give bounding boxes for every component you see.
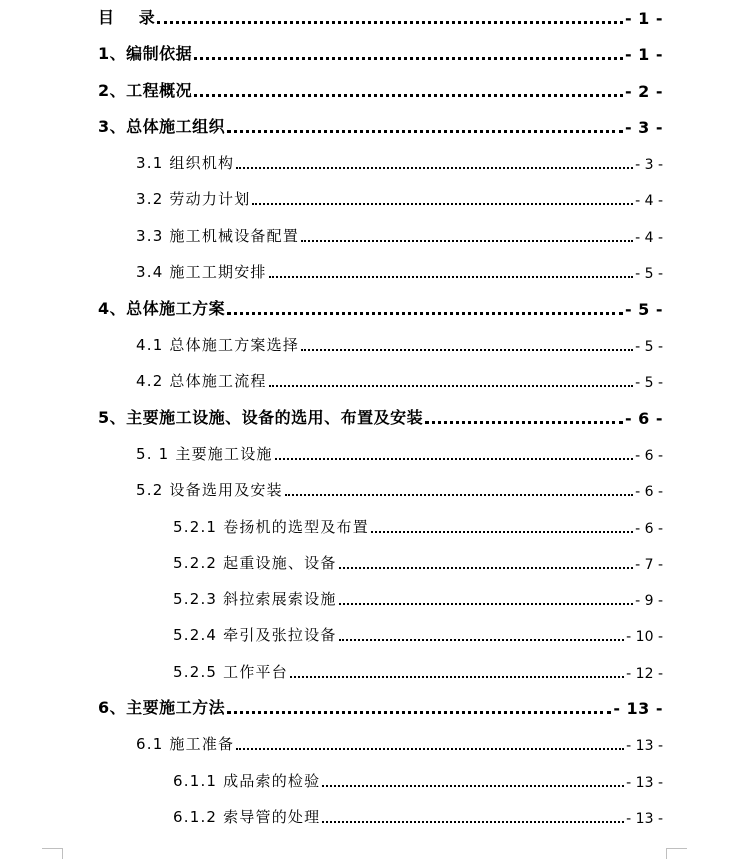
toc-entry[interactable] <box>173 585 663 609</box>
dot-leader <box>425 415 623 424</box>
toc-page-number: - 13 - <box>626 775 663 791</box>
dot-leader <box>322 779 624 787</box>
toc-title: 2、工程概况 <box>98 81 193 100</box>
toc-entry[interactable] <box>98 77 663 101</box>
toc-page-number: - 13 - <box>626 811 663 827</box>
toc-page-number: - 9 - <box>635 593 663 609</box>
dot-leader <box>236 161 633 169</box>
toc-entry[interactable] <box>136 258 663 282</box>
dot-leader <box>227 306 623 315</box>
toc-entry[interactable] <box>136 440 663 464</box>
toc-page-number: - 6 - <box>635 484 663 500</box>
toc-page-number: - 3 - <box>635 157 663 173</box>
toc-page-number: - 13 - <box>613 699 663 718</box>
toc-title: 4.2 总体施工流程 <box>136 372 267 390</box>
toc-entry[interactable] <box>98 694 663 718</box>
toc-title: 5.2.5 工作平台 <box>173 663 288 681</box>
toc-page-number: - 5 - <box>635 375 663 391</box>
dot-leader <box>285 488 633 496</box>
toc-page-number: - 7 - <box>635 557 663 573</box>
dot-leader <box>371 525 633 533</box>
toc-entry[interactable] <box>136 476 663 500</box>
toc-page-number: - 5 - <box>635 339 663 355</box>
toc-entry[interactable] <box>98 295 663 319</box>
toc-page-number: - 6 - <box>635 448 663 464</box>
toc-entry[interactable] <box>98 404 663 428</box>
dot-leader <box>227 124 623 133</box>
page-margin-corner-left <box>42 848 63 859</box>
toc-entry[interactable] <box>98 4 663 28</box>
toc-title: 6、主要施工方法 <box>98 698 226 717</box>
toc-entry[interactable] <box>136 222 663 246</box>
toc-entry[interactable] <box>173 549 663 573</box>
toc-title: 3.2 劳动力计划 <box>136 190 251 208</box>
page-margin-corner-right <box>666 848 687 859</box>
toc-page-number: - 13 - <box>626 738 663 754</box>
toc-entry[interactable] <box>98 40 663 64</box>
dot-leader <box>339 561 634 569</box>
dot-leader <box>194 88 623 97</box>
toc-page-number: - 10 - <box>626 629 663 645</box>
toc-page-number: - 5 - <box>624 300 663 319</box>
toc-page-number: - 1 - <box>624 9 663 28</box>
toc-title: 5.2.1 卷扬机的选型及布置 <box>173 518 369 536</box>
toc-title: 目 录 <box>98 8 156 27</box>
toc-entry[interactable] <box>136 367 663 391</box>
toc-title: 1、编制依据 <box>98 44 193 63</box>
dot-leader <box>227 705 611 714</box>
toc-entry[interactable] <box>173 513 663 537</box>
toc-entry[interactable] <box>173 658 663 682</box>
toc-entry[interactable] <box>173 803 663 827</box>
toc-title: 6.1.1 成品索的检验 <box>173 772 321 790</box>
toc-title: 5.2 设备选用及安装 <box>136 481 283 499</box>
dot-leader <box>301 343 633 351</box>
toc-entry[interactable] <box>173 767 663 791</box>
toc-entry[interactable] <box>136 185 663 209</box>
toc-title: 5、主要施工设施、设备的选用、布置及安装 <box>98 408 424 427</box>
toc-page-number: - 2 - <box>624 82 663 101</box>
toc-entry[interactable] <box>173 621 663 645</box>
toc-title: 3、总体施工组织 <box>98 117 226 136</box>
dot-leader <box>339 633 625 641</box>
toc-title: 3.4 施工工期安排 <box>136 263 267 281</box>
toc-title: 5.2.2 起重设施、设备 <box>173 554 337 572</box>
toc-entry[interactable] <box>98 113 663 137</box>
toc-page-number: - 5 - <box>635 266 663 282</box>
dot-leader <box>236 742 624 750</box>
toc-page-number: - 3 - <box>624 118 663 137</box>
toc-title: 3.3 施工机械设备配置 <box>136 227 300 245</box>
dot-leader <box>339 597 634 605</box>
toc-title: 4.1 总体施工方案选择 <box>136 336 300 354</box>
toc-page-number: - 1 - <box>624 45 663 64</box>
toc-title: 5. 1 主要施工设施 <box>136 445 273 463</box>
toc-page-number: - 4 - <box>635 230 663 246</box>
toc-title: 6.1 施工准备 <box>136 735 235 753</box>
dot-leader <box>290 670 624 678</box>
toc-title: 6.1.2 索导管的处理 <box>173 808 321 826</box>
toc-title: 4、总体施工方案 <box>98 299 226 318</box>
toc-page-number: - 6 - <box>635 521 663 537</box>
toc-entry[interactable] <box>136 331 663 355</box>
dot-leader <box>269 379 633 387</box>
dot-leader <box>301 234 633 242</box>
toc-title: 3.1 组织机构 <box>136 154 235 172</box>
toc-page-number: - 12 - <box>626 666 663 682</box>
dot-leader <box>252 197 633 205</box>
toc-page-number: - 4 - <box>635 193 663 209</box>
toc-entry[interactable] <box>136 149 663 173</box>
toc-entry[interactable] <box>136 730 663 754</box>
toc-page-number: - 6 - <box>624 409 663 428</box>
dot-leader <box>322 815 624 823</box>
dot-leader <box>194 51 623 60</box>
dot-leader <box>275 452 633 460</box>
dot-leader <box>157 15 623 24</box>
toc-title: 5.2.3 斜拉索展索设施 <box>173 590 337 608</box>
toc-title: 5.2.4 牵引及张拉设备 <box>173 626 337 644</box>
dot-leader <box>269 270 633 278</box>
